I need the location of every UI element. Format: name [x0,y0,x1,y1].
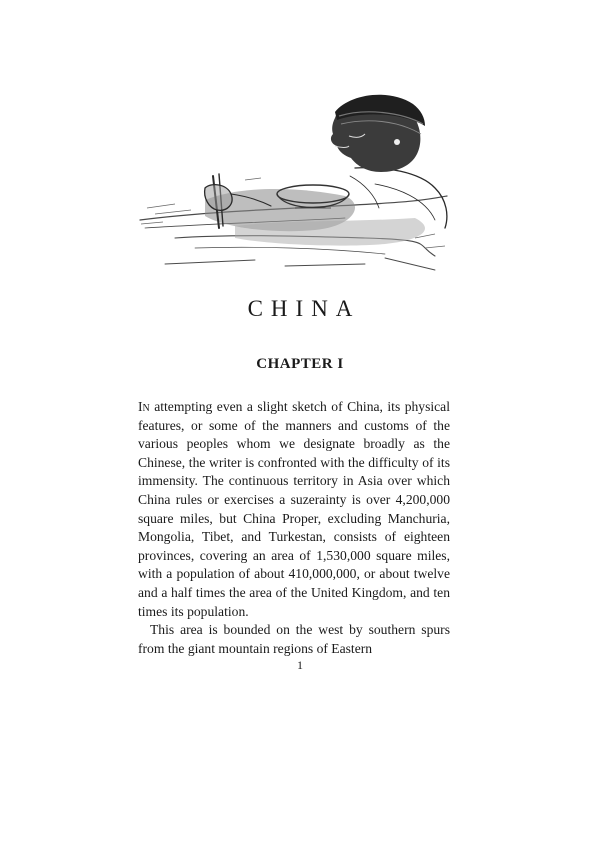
paragraph-2: This area is bounded on the west by southern spurs from the giant mountain regions of Eastern [138,622,450,656]
body-text [138,398,450,658]
figure-body [350,168,447,228]
figure-head [331,95,425,172]
chapter-illustration [135,88,455,273]
paragraph-1 [138,398,450,621]
book-title: CHINA [247,296,361,321]
paragraph-1-text: attempting even a slight sketch of China, its physical features, or some of the manners and customs of the various peoples whom we designate broadly as the Chinese, the writer is confronted with the difficulty of its immensity. The continuous territory in Asia over which China rules or exercises a suzerainty is over 4,200,000 square miles, but China Proper, excluding Manchuria, Mongolia, Tibet, and Turkestan, consists of eighteen provinces, covering an area of 1,530,000 square miles, with a population of about 410,000,000, or about twelve and a half times the area of the United Kingdom, and ten times its population. [138,399,450,619]
paragraph-lead: In [138,399,150,414]
chapter-heading: CHAPTER I [256,356,344,372]
page-number: 1 [297,658,303,672]
